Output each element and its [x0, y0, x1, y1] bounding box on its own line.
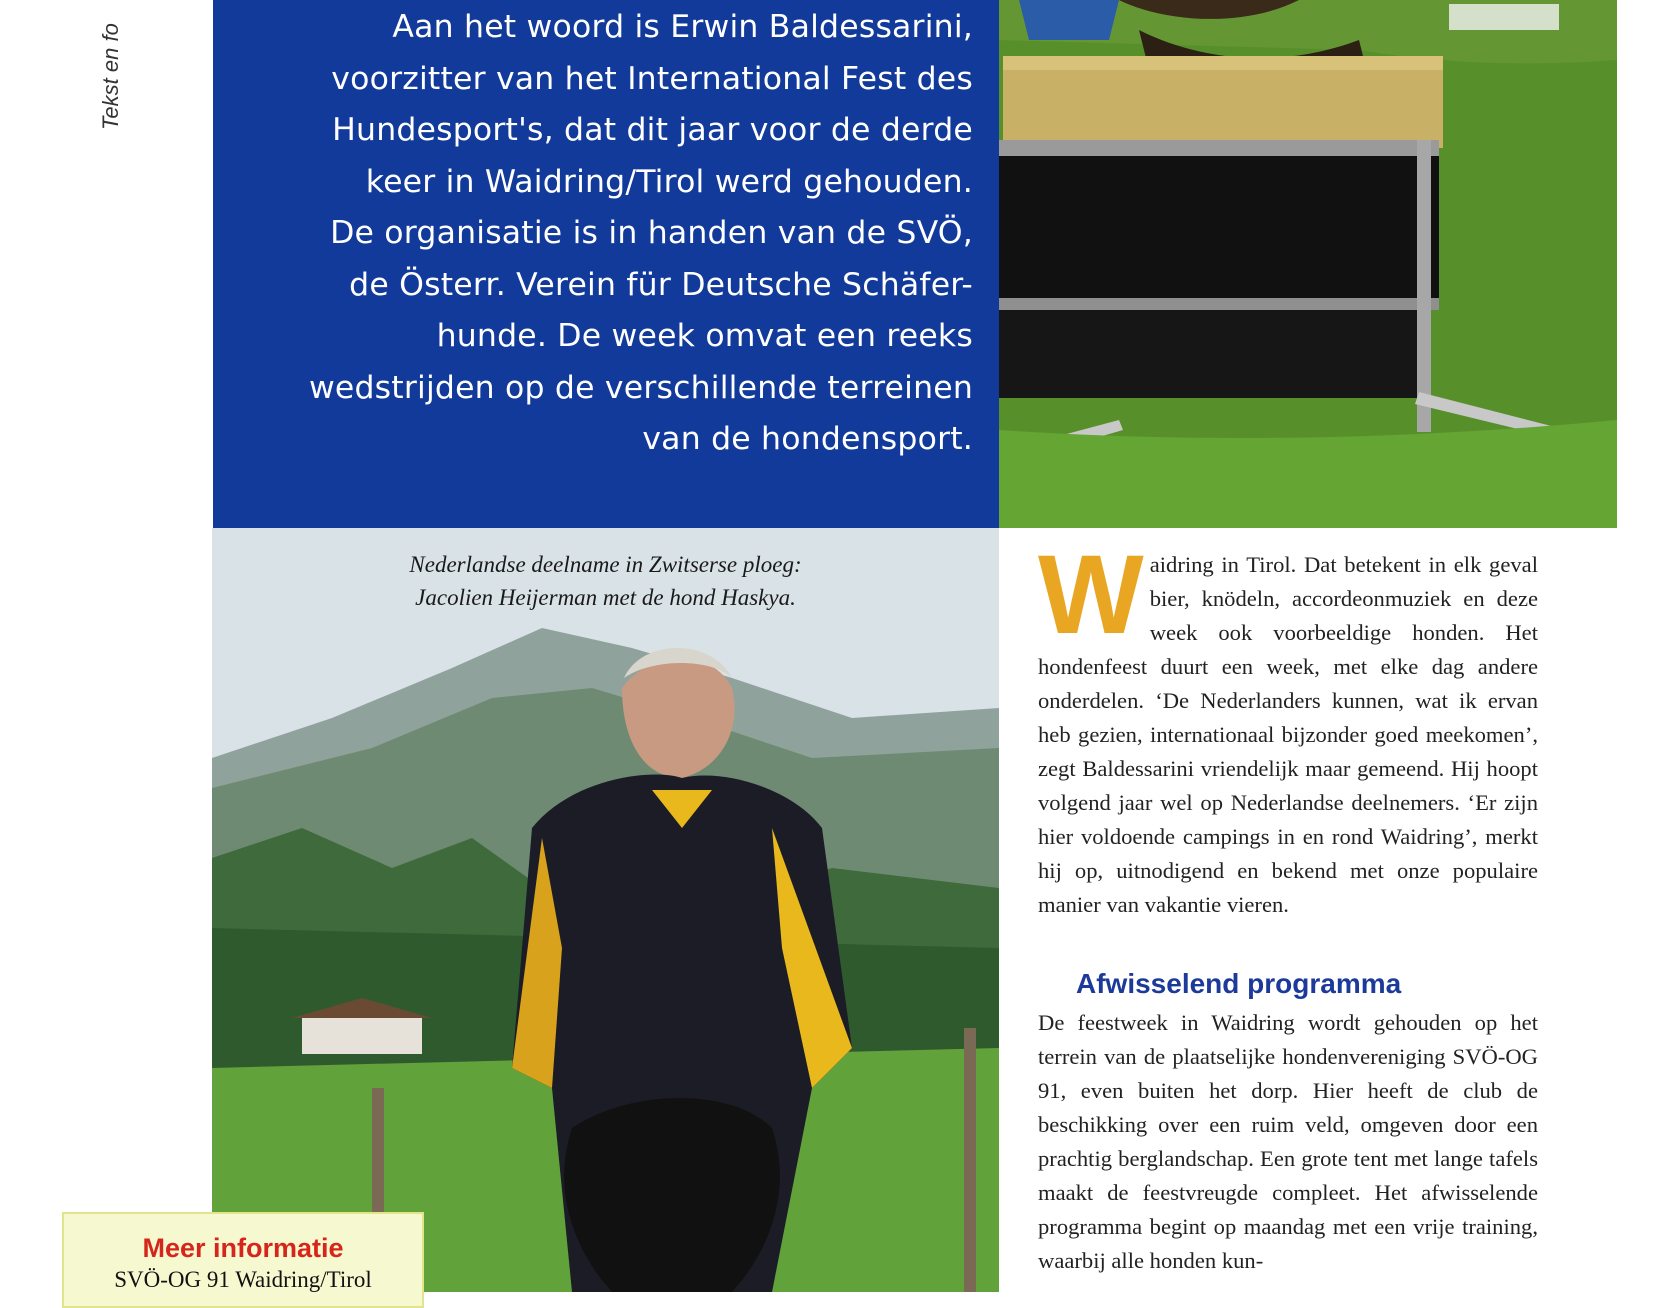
info-box-title: Meer informatie	[142, 1233, 344, 1263]
intro-box	[213, 0, 999, 528]
info-box	[62, 1212, 424, 1308]
intro-line: hunde. De week omvat een reeks	[436, 318, 973, 354]
intro-line: De organisatie is in handen van de SVÖ,	[330, 215, 973, 251]
photo-caption	[212, 548, 999, 614]
intro-line: de Österr. Verein für Deutsche Schäfer-	[349, 266, 973, 303]
mountain-scene-illustration	[212, 528, 999, 1292]
article-paragraph-1: aidring in Tirol. Dat betekent in elk geval bier, knödeln, accordeonmuziek en deze week ook voorbeeldige honden. Het hondenfeest duurt een week, met elke dag andere onderdelen. ‘De Nederlanders kunnen, wat ik ervan heb gezien, internationaal bijzonder goed meekomen’, zegt Baldessarini vriendelijk maar gemeend. Hij hoopt volgend jaar wel op Nederlandse deelnemers. ‘Er zijn hier voldoende campings in en rond Waidring’, merkt hij op, uitnodigend en bekend met onze populaire manier van vakantie vieren.	[1038, 552, 1538, 917]
info-box-line: SVÖ-OG 91 Waidring/Tirol	[114, 1267, 372, 1292]
caption-line-1: Nederlandse deelname in Zwitserse ploeg:	[409, 552, 802, 577]
section-heading: Afwisselend programma	[1076, 968, 1402, 999]
article-paragraph-2: De feestweek in Waidring wordt gehouden op het terrein van de plaatselijke hondenvereniging SVÖ-OG 91, even buiten het dorp. Hier heeft de club de beschikking over een ruim veld, omgeven door een prachtig berglandschap. Een grote tent met lange tafels maakt de feestvreugde compleet. Het afwisselende programma begint op maandag met een vrije training, waarbij alle honden kun-	[1038, 1010, 1538, 1273]
intro-line: van de hondensport.	[642, 421, 973, 457]
author-credit-text: Tekst en fo	[98, 23, 123, 130]
article-body	[1038, 532, 1538, 1278]
intro-line: Hundesport's, dat dit jaar voor de derde	[332, 112, 973, 148]
handler-with-dog-photo	[212, 528, 999, 1292]
intro-line: keer in Waidring/Tirol werd gehouden.	[365, 163, 973, 200]
caption-line-2: Jacolien Heijerman met de hond Haskya.	[415, 585, 796, 610]
dog-jump-illustration	[999, 0, 1617, 528]
author-credit	[96, 0, 136, 140]
intro-line: Aan het woord is Erwin Baldessarini,	[392, 9, 973, 45]
drop-cap: W	[1038, 532, 1144, 657]
dog-jump-photo	[999, 0, 1617, 528]
intro-line: voorzitter van het International Fest des	[331, 60, 973, 97]
intro-line: wedstrijden op de verschillende terreinen	[308, 369, 973, 406]
